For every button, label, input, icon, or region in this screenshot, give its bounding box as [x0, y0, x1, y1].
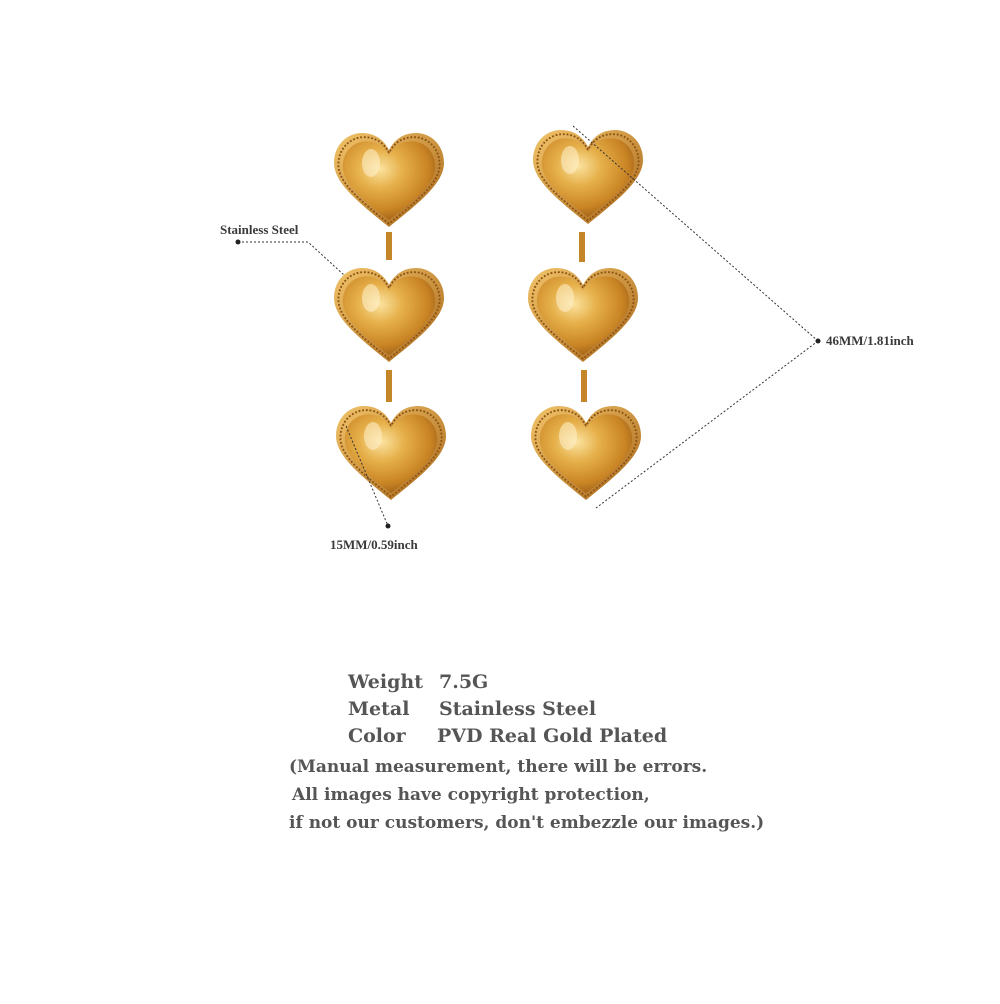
spec-weight — [348, 671, 668, 697]
spec-value: 7.5G — [439, 671, 489, 693]
material-callout: Stainless Steel — [220, 222, 299, 237]
heart-charm — [531, 406, 641, 500]
spec-value: Stainless Steel — [439, 698, 597, 720]
heart-charm — [334, 268, 444, 362]
length-callout: 46MM/1.81inch — [826, 333, 914, 348]
heart-charm — [334, 133, 444, 227]
left-earring — [334, 133, 446, 500]
disclaimer-line: (Manual measurement, there will be errors. — [289, 757, 708, 777]
width-callout: 15MM/0.59inch — [330, 537, 418, 552]
callout-dot — [236, 240, 241, 245]
spec-label: Color — [348, 725, 406, 747]
chain-link — [581, 370, 587, 402]
callout-dot — [386, 524, 391, 529]
spec-value: PVD Real Gold Plated — [437, 725, 668, 747]
heart-charm — [336, 406, 446, 500]
material-callout-line — [238, 242, 344, 275]
right-earring — [528, 130, 643, 500]
chain-link — [386, 232, 392, 260]
spec-label: Metal — [348, 698, 410, 720]
spec-metal — [348, 698, 668, 724]
spec-color — [348, 725, 668, 751]
callout-lines — [238, 126, 818, 526]
chain-link — [386, 370, 392, 402]
heart-charm — [533, 130, 643, 224]
disclaimer-line: All images have copyright protection, — [292, 785, 650, 805]
disclaimer-line: if not our customers, don't embezzle our images.) — [289, 813, 765, 833]
spec-label: Weight — [348, 671, 423, 693]
heart-charm — [528, 268, 638, 362]
callout-dot — [816, 339, 821, 344]
chain-link — [579, 232, 585, 262]
